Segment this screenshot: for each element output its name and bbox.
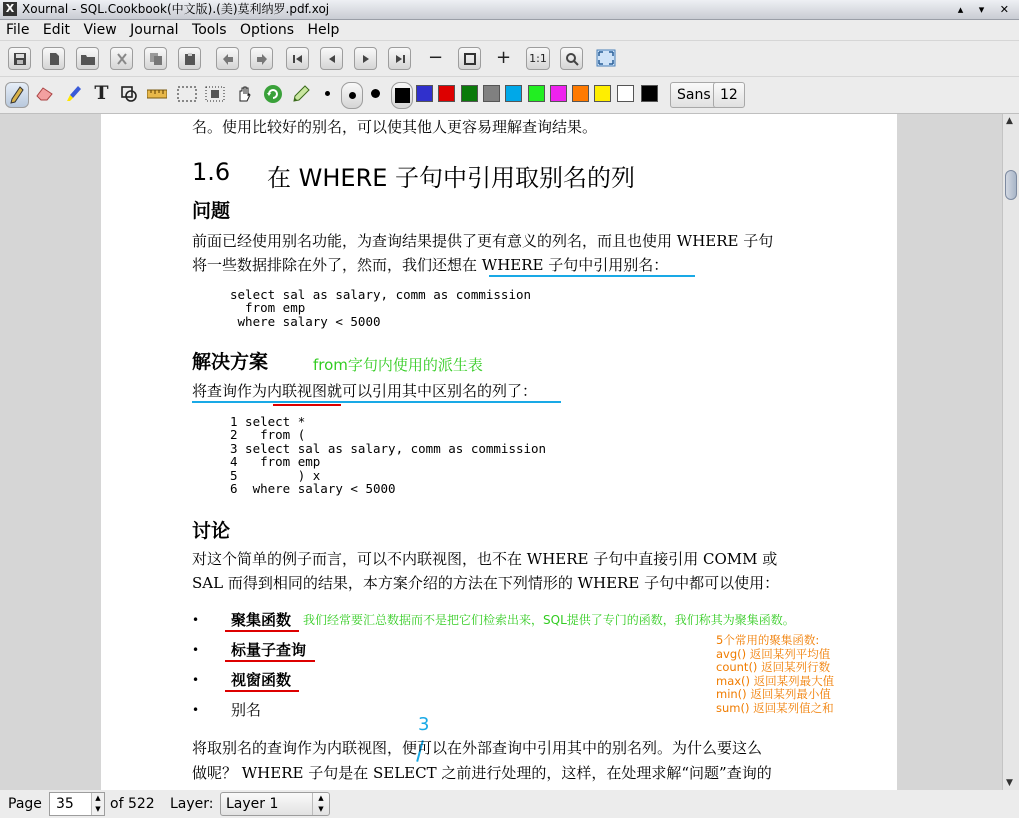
document-page[interactable]	[101, 114, 897, 790]
annotation-blue-number: 3	[418, 714, 430, 735]
problem-text-2: 将一些数据排除在外了，然而，我们还想在 WHERE 子句中引用别名：	[192, 256, 669, 274]
zoom-search-button[interactable]	[560, 47, 583, 70]
font-name-button[interactable]	[670, 82, 718, 108]
copy-icon	[149, 52, 163, 66]
first-page-icon	[292, 53, 304, 65]
zoom-page-width-button[interactable]	[458, 47, 481, 70]
current-color-button[interactable]	[391, 82, 413, 109]
discussion-text-1: 对这个简单的例子而言，可以不内联视图，也不在 WHERE 子句中直接引用 COMM 或	[192, 550, 778, 568]
discussion-text-2: SAL 而得到相同的结果，本方案介绍的方法在下列情形的 WHERE 子句中都可以使用：	[192, 574, 780, 592]
pen-tool-button[interactable]	[5, 82, 29, 108]
shape-recognizer-icon	[120, 85, 138, 103]
eraser-tool-button[interactable]	[33, 83, 56, 106]
red-underline-scalar	[225, 660, 315, 662]
code-block-1: select sal as salary, comm as commission from emp where salary < 5000	[230, 287, 532, 329]
ruler-tool-button[interactable]	[145, 83, 168, 106]
thickness-medium-icon	[349, 92, 356, 99]
menu-bar	[0, 20, 1019, 40]
red-underline-inline-view	[273, 404, 341, 406]
menu-edit[interactable]: Edit	[42, 22, 71, 38]
zoom-100-button[interactable]	[526, 47, 550, 70]
cut-icon	[115, 52, 129, 66]
color-swatch-black-end[interactable]	[641, 85, 658, 102]
bullet-2-glyph: •	[192, 643, 200, 657]
section-title: 在 WHERE 子句中引用取别名的列	[267, 164, 636, 192]
code-block-2: 1 select * 2 from ( 3 select sal as salary, comm as commission 4 from emp 5 ) x 6 where salary < 5000	[230, 414, 547, 497]
window-title: Xournal - SQL.Cookbook(中文版).(美)莫利纳罗.pdf.xoj	[22, 2, 330, 16]
prev-page-button[interactable]	[320, 47, 343, 70]
thickness-fine-icon[interactable]	[325, 91, 330, 96]
select-rectangle-button[interactable]	[175, 83, 198, 106]
next-page-button[interactable]	[354, 47, 377, 70]
orange-note-line: count() 返回某列行数	[716, 660, 831, 674]
layer-select-value: Layer 1	[226, 796, 279, 812]
page-number-value: 35	[56, 796, 74, 812]
section-number: 1.6	[192, 158, 231, 186]
color-swatch-3[interactable]	[461, 85, 478, 102]
orange-note-line: min() 返回某列最小值	[716, 687, 831, 701]
undo-icon	[221, 52, 235, 66]
paste-button[interactable]	[178, 47, 201, 70]
color-swatch-6[interactable]	[528, 85, 545, 102]
last-page-icon	[394, 53, 406, 65]
redo-button[interactable]	[250, 47, 273, 70]
layer-select[interactable]	[220, 792, 330, 816]
window-controls[interactable]: ▴ ▾ ✕	[957, 3, 1015, 16]
menu-help[interactable]: Help	[307, 22, 340, 38]
select-region-button[interactable]	[203, 83, 226, 106]
highlighter-tool-button[interactable]	[62, 83, 85, 106]
orange-note-line: sum() 返回某列值之和	[716, 700, 834, 715]
open-icon	[80, 52, 96, 66]
open-button[interactable]	[76, 47, 99, 70]
tools-toolbar	[0, 77, 1019, 114]
highlighter-icon	[66, 85, 82, 103]
paste-icon	[183, 52, 197, 66]
copy-button[interactable]	[144, 47, 167, 70]
shape-recognizer-button[interactable]	[117, 83, 140, 106]
title-bar	[0, 0, 1019, 20]
pen-options-button[interactable]	[289, 83, 312, 106]
problem-text-1: 前面已经使用别名功能，为查询结果提供了更有意义的列名，而且也使用 WHERE 子句	[192, 232, 774, 250]
annotation-green-1: from字句内使用的派生表	[313, 356, 483, 374]
fullscreen-icon	[596, 49, 616, 67]
new-page-icon	[47, 52, 61, 66]
orange-note-line: 5个常用的聚集函数:	[716, 633, 820, 647]
page-number-spinner[interactable]	[49, 792, 105, 816]
orange-note-line: avg() 返回某列平均值	[716, 646, 831, 661]
color-swatch-5[interactable]	[505, 85, 522, 102]
save-button[interactable]	[8, 47, 31, 70]
bullet-alias: 别名	[231, 701, 262, 719]
page-text-line-0: 名。使用比较好的别名，可以使其他人更容易理解查询结果。	[192, 118, 598, 136]
spinner-arrows-icon[interactable]: ▲ ▼	[91, 793, 104, 815]
menu-options[interactable]: Options	[239, 22, 295, 38]
color-swatch-1[interactable]	[416, 85, 433, 102]
main-toolbar	[0, 41, 1019, 76]
vertical-scrollbar[interactable]	[1002, 114, 1019, 790]
next-page-icon	[360, 53, 372, 65]
color-swatch-8[interactable]	[572, 85, 589, 102]
fullscreen-button[interactable]	[594, 47, 617, 70]
text-tool-button[interactable]	[90, 83, 113, 106]
current-color-swatch	[395, 88, 410, 103]
first-page-button[interactable]	[286, 47, 309, 70]
zoom-100-label: 1:1	[529, 52, 547, 65]
select-region-icon	[205, 86, 225, 102]
blue-underline-1	[489, 275, 695, 277]
color-swatch-7[interactable]	[550, 85, 567, 102]
thickness-thick-icon[interactable]	[371, 89, 380, 98]
redo-icon	[255, 52, 269, 66]
scroll-down-icon[interactable]: ▼	[1006, 778, 1013, 788]
scroll-thumb[interactable]	[1005, 170, 1017, 200]
prev-page-icon	[326, 53, 338, 65]
annotation-green-2: 我们经常要汇总数据而不是把它们检索出来，SQL提供了专门的函数，我们称其为聚集函数。	[303, 613, 795, 627]
menu-journal[interactable]: Journal	[130, 22, 179, 38]
document-viewport[interactable]	[0, 114, 1002, 790]
color-swatch-9[interactable]	[594, 85, 611, 102]
bullet-scalar-subquery: 标量子查询	[231, 641, 307, 659]
menu-tools[interactable]: Tools	[192, 22, 227, 38]
solution-heading: 解决方案	[192, 351, 269, 373]
color-swatch-10[interactable]	[617, 85, 634, 102]
blue-underline-2	[192, 401, 561, 403]
default-pen-button[interactable]	[261, 83, 284, 106]
refresh-green-icon	[263, 84, 283, 104]
new-page-button[interactable]	[42, 47, 65, 70]
page-label: Page	[8, 796, 42, 812]
status-bar	[0, 790, 1019, 818]
cut-button[interactable]	[110, 47, 133, 70]
bullet-4-glyph: •	[192, 703, 200, 717]
red-underline-aggregate	[225, 630, 299, 632]
select-rectangle-icon	[177, 86, 197, 102]
chevron-updown-icon: ▲ ▼	[312, 793, 329, 815]
font-size-button[interactable]	[713, 82, 745, 108]
bullet-window-functions: 视窗函数	[231, 671, 292, 689]
ruler-icon	[147, 88, 167, 100]
zoom-in-icon: +	[495, 47, 512, 68]
last-page-button[interactable]	[388, 47, 411, 70]
orange-note-line: max() 返回某列最大值	[716, 673, 835, 688]
zoom-search-icon	[565, 52, 579, 66]
undo-button[interactable]	[216, 47, 239, 70]
pen-icon	[10, 86, 24, 104]
layer-label: Layer:	[170, 796, 214, 812]
xournal-app-icon: X	[3, 2, 17, 16]
annotation-orange-notes	[716, 634, 834, 715]
bullet-3-glyph: •	[192, 673, 200, 687]
color-swatch-2[interactable]	[438, 85, 455, 102]
font-name-label: Sans	[677, 87, 711, 103]
menu-view[interactable]: View	[83, 22, 117, 38]
bullet-1-glyph: •	[192, 613, 200, 627]
eraser-icon	[36, 86, 54, 102]
pen-options-icon	[291, 84, 311, 104]
zoom-in-button[interactable]	[492, 47, 515, 70]
solution-text: 将查询作为内联视图就可以引用其中区别名的列了：	[192, 382, 538, 400]
text-tool-icon: T	[94, 82, 109, 104]
bullet-aggregate-functions: 聚集函数	[231, 611, 292, 629]
scroll-up-icon[interactable]: ▲	[1006, 116, 1013, 126]
problem-heading: 问题	[192, 200, 231, 222]
hand-icon	[235, 85, 253, 103]
hand-tool-button[interactable]	[232, 83, 255, 106]
page-total: of 522	[110, 796, 155, 812]
save-icon	[13, 52, 27, 66]
menu-file[interactable]: File	[6, 22, 30, 38]
thickness-medium-button[interactable]	[341, 82, 363, 109]
red-underline-window	[225, 690, 299, 692]
zoom-out-button[interactable]	[424, 47, 447, 70]
zoom-page-width-icon	[464, 53, 476, 65]
color-swatch-4[interactable]	[483, 85, 500, 102]
font-size-label: 12	[720, 87, 738, 103]
zoom-out-icon: −	[427, 47, 444, 68]
closing-text-1: 将取别名的查询作为内联视图，便可以在外部查询中引用其中的别名列。为什么要这么	[192, 739, 763, 757]
discussion-heading: 讨论	[192, 520, 231, 542]
closing-text-2: 做呢？ WHERE 子句是在 SELECT 之前进行处理的，这样，在处理求解“问题”查询的	[192, 764, 772, 782]
